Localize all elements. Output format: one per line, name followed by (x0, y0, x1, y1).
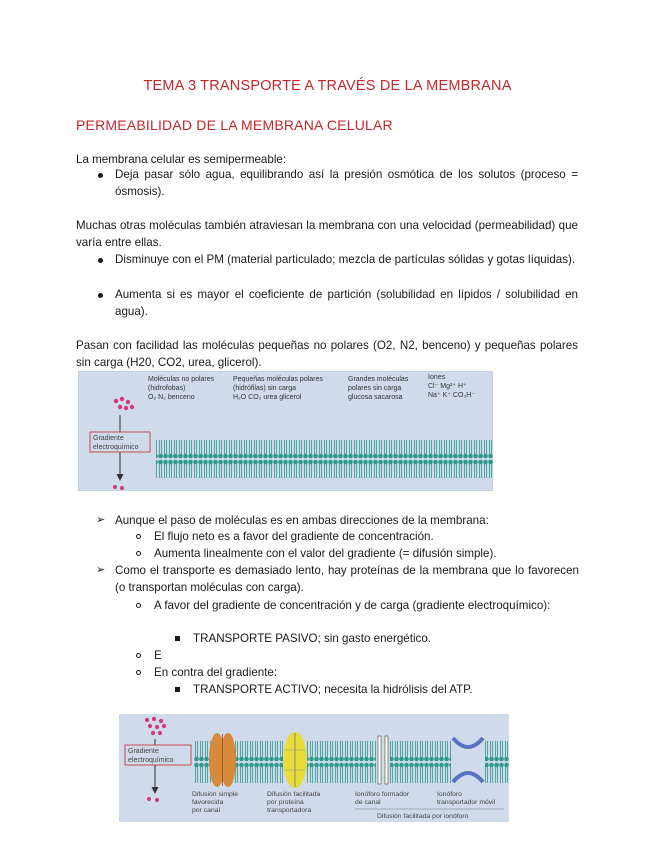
membrane-permeability-figure (78, 371, 493, 491)
gradient-label: Gradiente (93, 435, 124, 442)
paragraph-semipermeable: La membrana celular es semipermeable: (76, 153, 287, 166)
gradient-label: electroquímico (128, 757, 174, 764)
header-ions-b: Na⁺ K⁺ CO₃H⁻ (428, 392, 475, 399)
subpoint-net-flow: El flujo neto es a favor del gradiente de concentración. (154, 530, 434, 543)
header-large-polar: Grandes moléculas (348, 376, 409, 383)
passive-transport: TRANSPORTE PASIVO; sin gasto energético. (193, 632, 431, 645)
label-facilitated: Difusión facilitada (267, 791, 321, 798)
point-bidirectional: Aunque el paso de moléculas es en ambas direcciones de la membrana: (115, 514, 489, 527)
lipid-bilayer (156, 435, 493, 479)
bullet-pm: Disminuye con el PM (material particulado; mezcla de partículas sólidas y gotas líquidas). (115, 253, 576, 266)
ionophore-mobile-carrier (451, 734, 485, 786)
page-title: TEMA 3 TRANSPORTE A TRAVÉS DE LA MEMBRANA (143, 78, 512, 94)
header-nonpolar-sub: (hidrofobas) (148, 385, 186, 392)
arrow-bullet-icon: ➢ (96, 564, 106, 576)
header-ions-a: Cl⁻ Mg²⁺ H⁺ (428, 383, 467, 390)
label-simple-diffusion: Difusión simple (192, 791, 239, 798)
arrow-bullet-icon: ➢ (96, 514, 106, 526)
subpoint-against-gradient: En contra del gradiente: (154, 666, 278, 679)
bullet-partition: Aumenta si es mayor el coeficiente de partición (solubilidad en lípidos / solubilidad en agua). (115, 288, 578, 318)
header-large-polar-sub: polares sin carga (348, 385, 402, 392)
label-ionophore-mobile: Ionóforo (437, 791, 462, 798)
subpoint-favor-gradient: A favor del gradiente de concentración y de carga (gradiente electroquímico): (154, 599, 551, 612)
gradient-label: electroquímico (93, 444, 139, 451)
circle-bullet-icon (136, 534, 141, 539)
subpoint-e: E (154, 649, 162, 662)
label-ionophore-channel: de canal (355, 799, 381, 806)
carrier-protein (283, 732, 307, 788)
label-facilitated: transportadora (267, 807, 312, 814)
square-bullet-icon (175, 687, 180, 692)
header-small-polar: Pequeñas moléculas polares (233, 376, 323, 383)
gradient-label: Gradiente (128, 748, 159, 755)
bullet-dot (98, 293, 103, 298)
channel-protein (209, 732, 236, 788)
subpoint-linear: Aumenta linealmente con el valor del gradiente (= difusión simple). (154, 547, 497, 560)
label-facilitated: por proteína (267, 799, 304, 806)
paragraph-small-molecules: Pasan con facilidad las moléculas pequeñas no polares (O2, N2, benceno) y pequeñas polares sin carga (H20, CO2, urea, glicerol). (76, 339, 578, 369)
paragraph-permeability: Muchas otras moléculas también atraviesan la membrana con una velocidad (permeabilidad) que varía entre ellas. (76, 219, 578, 249)
label-ionophore-mobile: transportador móvil (437, 799, 496, 806)
square-bullet-icon (175, 636, 180, 641)
circle-bullet-icon (136, 670, 141, 675)
circle-bullet-icon (136, 603, 141, 608)
transport-proteins-figure (119, 714, 509, 822)
active-transport: TRANSPORTE ACTIVO; necesita la hidrólisis del ATP. (193, 683, 473, 696)
circle-bullet-icon (136, 551, 141, 556)
header-small-polar-list: H₂O CO₂ urea glicerol (233, 394, 302, 401)
bullet-dot (98, 173, 103, 178)
label-ionophore-diffusion: Difusión facilitada por ionóforo (377, 813, 469, 820)
label-simple-diffusion: favorecida (192, 799, 224, 806)
label-simple-diffusion: por canal (192, 807, 220, 814)
header-nonpolar: Moléculas no polares (148, 376, 215, 383)
section-heading: PERMEABILIDAD DE LA MEMBRANA CELULAR (76, 117, 393, 133)
header-nonpolar-list: O₂ N₂ benceno (148, 394, 195, 401)
ionophore-channel (376, 734, 390, 786)
header-large-polar-list: glucosa sacarosa (348, 394, 403, 401)
header-small-polar-sub: (hidrófilas) sin carga (233, 385, 297, 392)
circle-bullet-icon (136, 653, 141, 658)
bullet-osmosis: Deja pasar sólo agua, equilibrando así la presión osmótica de los solutos (proceso = ósmosis). (115, 168, 578, 198)
header-ions: Iones (428, 374, 446, 381)
label-ionophore-channel: Ionóforo formador (355, 791, 410, 798)
bullet-dot (98, 258, 103, 263)
point-proteins: Como el transporte es demasiado lento, hay proteínas de la membrana que lo favorecen (o transportan moléculas con carga). (115, 564, 579, 594)
